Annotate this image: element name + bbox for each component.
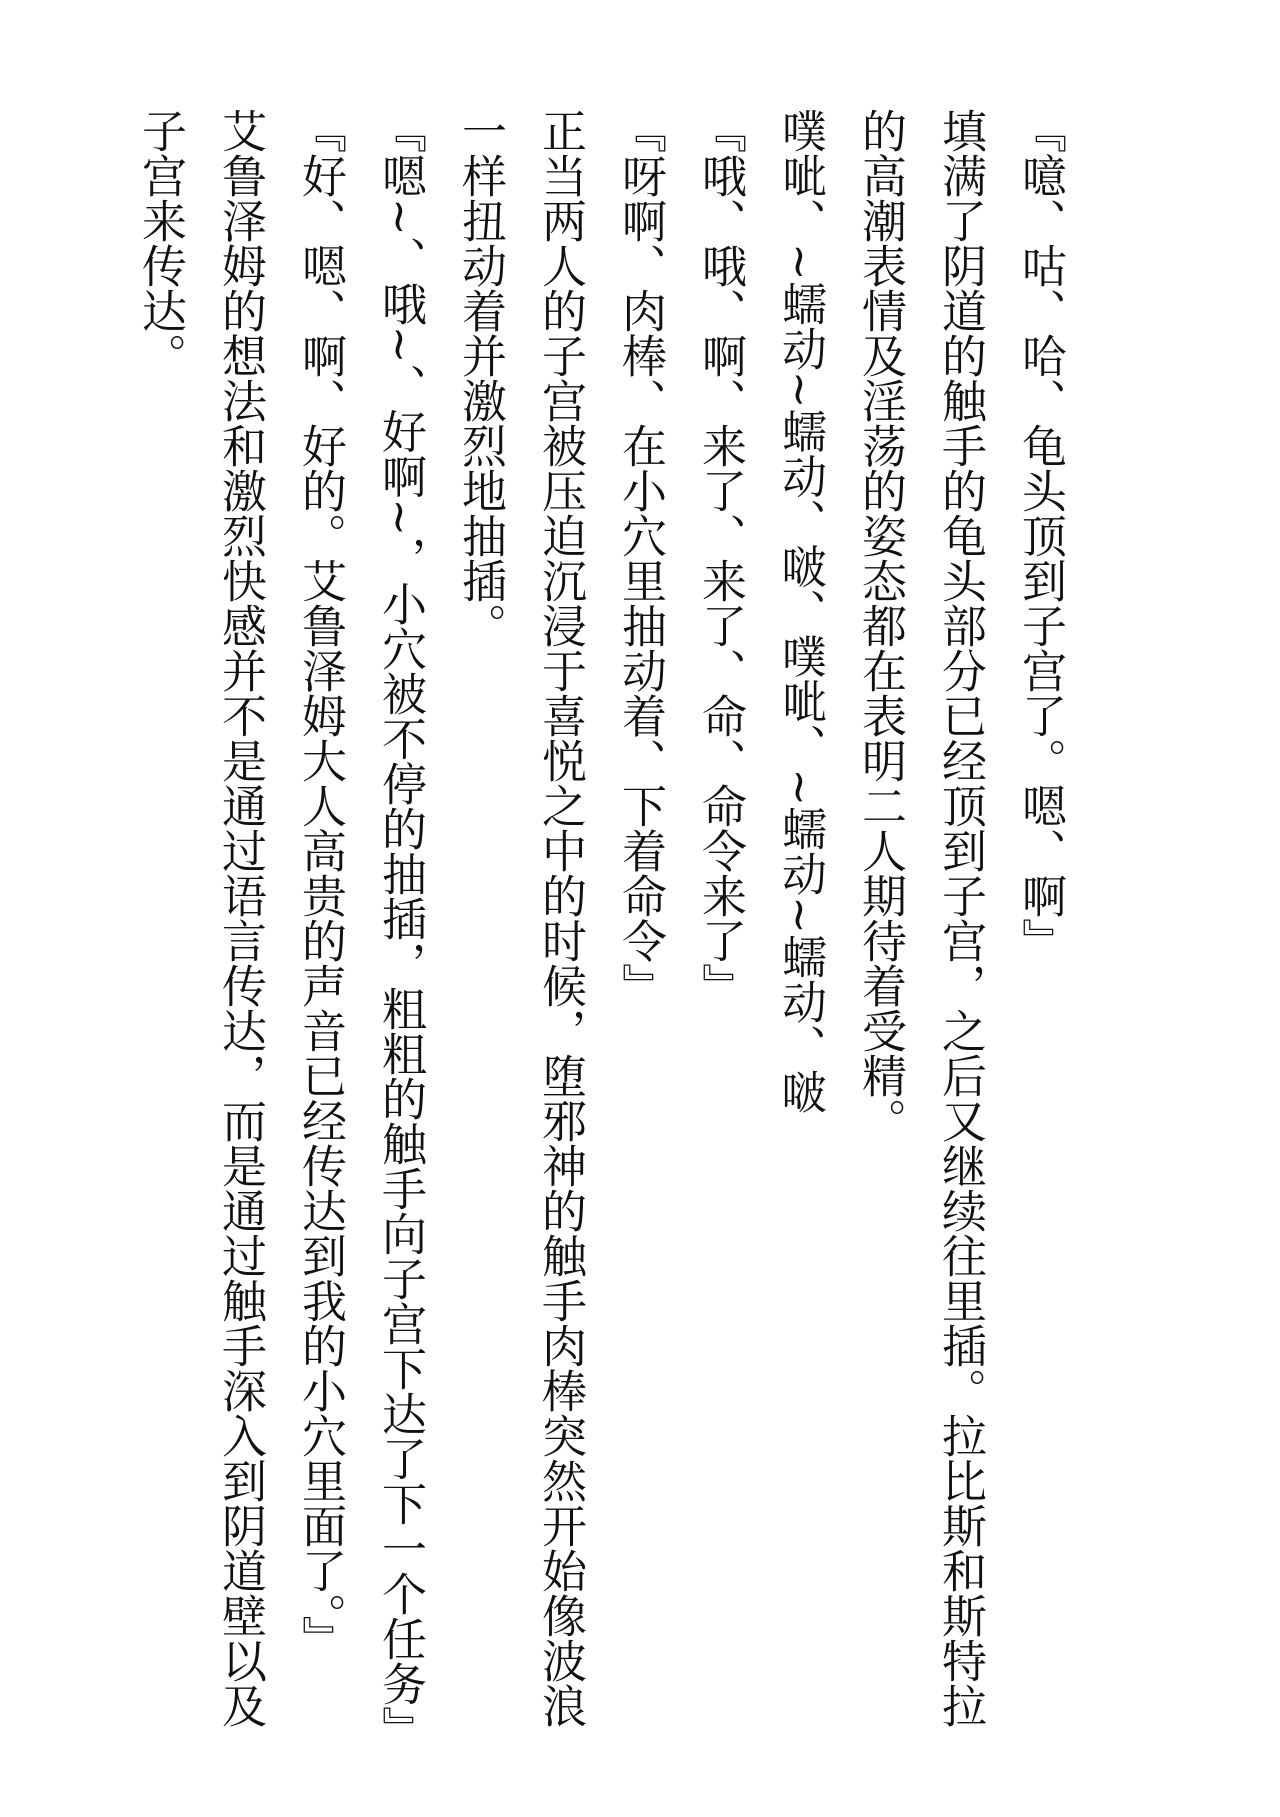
paragraph-9: 艾鲁泽姆的想法和激烈快感并不是通过语言传达，而是通过触手深入到阴道壁以及子宫来传达。: [134, 108, 267, 1728]
paragraph-3: 噗呲、~蠕动~蠕动、啵、噗呲、~蠕动~蠕动、啵: [774, 108, 827, 1114]
paragraph-6: 正当两人的子宫被压迫沉浸于喜悦之中的时候，堕邪神的触手肉棒突然开始像波浪一样扭动着并激烈地抽插。: [454, 108, 587, 1728]
paragraph-7: 『嗯~、哦~、好啊~，小穴被不停的抽插，粗粗的触手向子宫下达了下一个任务』: [374, 108, 427, 1752]
paragraph-4: 『哦、哦、啊、来了、来了、命、命令来了』: [694, 108, 747, 1008]
paragraph-8: 『好、嗯、啊、好的。艾鲁泽姆大人高贵的声音已经传达到我的小穴里面了。』: [294, 108, 347, 1661]
paragraph-1: 『噫、咕、哈、龟头顶到子宫了。嗯、啊』: [1014, 108, 1067, 963]
paragraph-2: 填满了阴道的触手的龟头部分已经顶到子宫，之后又继续往里插。拉比斯和斯特拉的高潮表情及淫荡的姿态都在表明二人期待着受精。: [854, 108, 987, 1728]
paragraph-5: 『呀啊、肉棒、在小穴里抽动着、下着命令』: [614, 108, 667, 1008]
vertical-text-body: [120, 108, 1080, 1752]
